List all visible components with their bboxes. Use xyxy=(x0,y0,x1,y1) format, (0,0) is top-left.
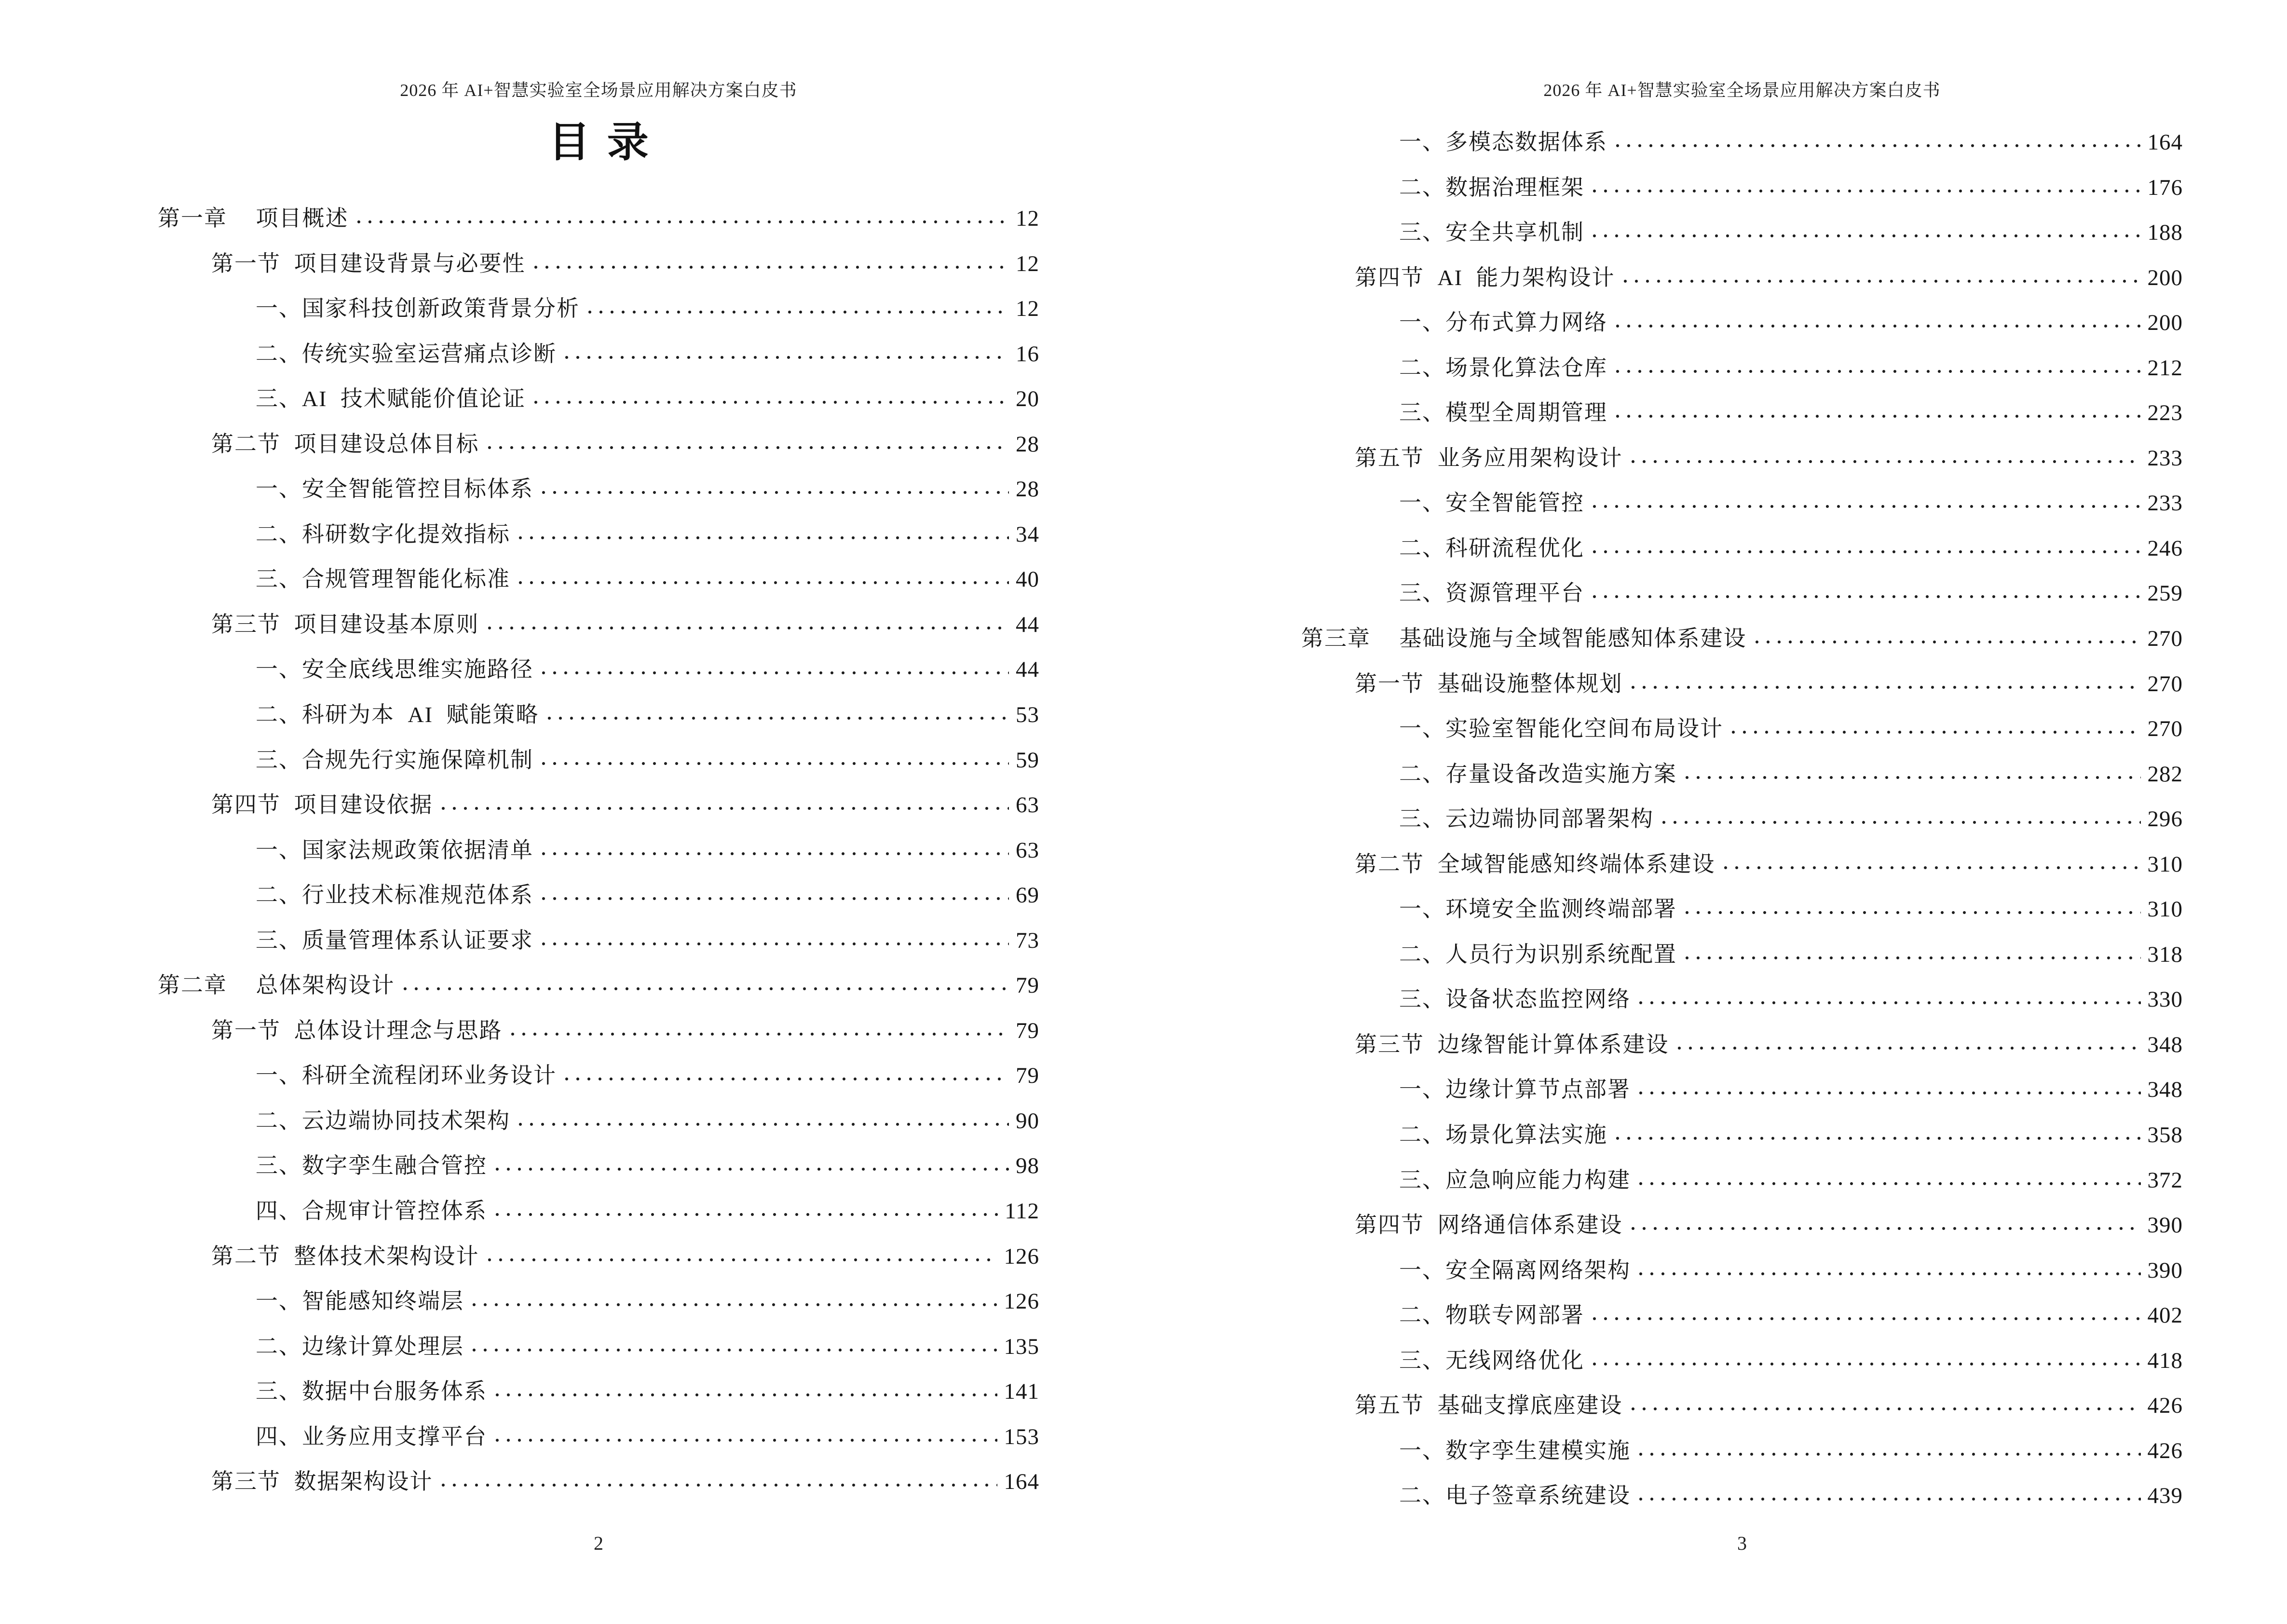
dot-leader xyxy=(538,896,1009,902)
toc-entry[interactable] xyxy=(158,602,1039,647)
toc-entry-label: 四、业务应用支撑平台 xyxy=(256,1424,487,1449)
page-number: 223 xyxy=(2147,400,2183,426)
toc-entry[interactable] xyxy=(158,1098,1039,1144)
page-number: 246 xyxy=(2147,535,2183,561)
toc-entry[interactable] xyxy=(1301,165,2183,210)
toc-entry[interactable] xyxy=(158,1188,1039,1234)
toc-entry-label: 一、环境安全监测终端部署 xyxy=(1399,897,1677,922)
dot-leader xyxy=(1635,1181,2141,1187)
toc-entry-label: 一、国家科技创新政策背景分析 xyxy=(256,296,580,321)
toc-entry[interactable] xyxy=(1301,1383,2183,1428)
page-number: 372 xyxy=(2147,1167,2183,1193)
toc-entry-label: 第二节 项目建设总体目标 xyxy=(211,431,479,456)
dot-leader xyxy=(1589,549,2141,556)
toc-entry[interactable] xyxy=(1301,751,2183,797)
page-number: 348 xyxy=(2147,1032,2183,1057)
toc-entry[interactable] xyxy=(1301,571,2183,616)
toc-entry-label: 三、模型全周期管理 xyxy=(1399,400,1607,425)
page-number: 270 xyxy=(2147,716,2183,742)
page-number: 44 xyxy=(1016,612,1039,637)
toc-entry-label: 第三章 基础设施与全域智能感知体系建设 xyxy=(1301,626,1747,651)
page-number: 53 xyxy=(1016,702,1039,728)
toc-entry-label: 第五节 业务应用架构设计 xyxy=(1355,445,1623,470)
toc-entry[interactable] xyxy=(158,241,1039,287)
toc-entry[interactable] xyxy=(158,331,1039,377)
toc-entry[interactable] xyxy=(1301,1338,2183,1383)
toc-entry-label: 第三节 项目建设基本原则 xyxy=(211,612,479,637)
toc-entry[interactable] xyxy=(158,196,1039,241)
page-number: 79 xyxy=(1016,1063,1039,1089)
page-number: 330 xyxy=(2147,987,2183,1012)
dot-leader xyxy=(484,1257,997,1264)
toc-entry-label: 二、传统实验室运营痛点诊断 xyxy=(256,341,557,366)
dot-leader xyxy=(531,264,1009,271)
toc-entry-label: 第二节 全域智能感知终端体系建设 xyxy=(1355,851,1715,876)
page-number: 310 xyxy=(2147,851,2183,877)
toc-entry[interactable] xyxy=(158,376,1039,422)
toc-entry[interactable] xyxy=(158,782,1039,828)
dot-leader xyxy=(531,399,1009,406)
dot-leader xyxy=(1628,1406,2141,1413)
dot-leader xyxy=(1674,1045,2141,1052)
toc-entry-label: 一、安全隔离网络架构 xyxy=(1399,1257,1631,1283)
toc-entry-label: 二、科研为本 AI 赋能策略 xyxy=(256,702,539,727)
dot-leader xyxy=(1589,188,2141,195)
toc-entry[interactable] xyxy=(1301,706,2183,751)
toc-entry[interactable] xyxy=(158,1143,1039,1188)
page-number: 188 xyxy=(2147,220,2183,246)
toc-entry[interactable] xyxy=(1301,796,2183,842)
toc-entry[interactable] xyxy=(158,1369,1039,1414)
dot-leader xyxy=(1635,1090,2141,1097)
toc-entry-label: 二、电子签章系统建设 xyxy=(1399,1483,1631,1508)
toc-entry-label: 第一章 项目概述 xyxy=(158,206,349,231)
toc-entry-label: 一、数字孪生建模实施 xyxy=(1399,1438,1631,1463)
dot-leader xyxy=(515,535,1009,542)
page-number: 318 xyxy=(2147,942,2183,967)
page-number: 270 xyxy=(2147,671,2183,696)
toc-entry[interactable] xyxy=(158,1279,1039,1324)
page-number: 16 xyxy=(1016,341,1039,367)
toc-entry-label: 一、智能感知终端层 xyxy=(256,1289,464,1314)
dot-leader xyxy=(1628,684,2141,691)
toc-entry[interactable] xyxy=(158,1459,1039,1504)
dot-leader xyxy=(1589,1361,2141,1368)
dot-leader xyxy=(1720,865,2141,872)
toc-entry-label: 三、应急响应能力构建 xyxy=(1399,1167,1631,1192)
page-number: 73 xyxy=(1016,928,1039,953)
dot-leader xyxy=(1589,594,2141,600)
toc-entry-label: 第五节 基础支撑底座建设 xyxy=(1355,1393,1623,1418)
page-number: 28 xyxy=(1016,431,1039,457)
dot-leader xyxy=(1635,1271,2141,1278)
toc-entry-label: 第二节 整体技术架构设计 xyxy=(211,1243,479,1269)
toc-entry[interactable] xyxy=(1301,1473,2183,1518)
toc-entry[interactable] xyxy=(1301,661,2183,707)
toc-entry-label: 第三节 数据架构设计 xyxy=(211,1469,433,1494)
toc-entry[interactable] xyxy=(158,557,1039,602)
toc-entry-label: 第一节 项目建设背景与必要性 xyxy=(211,251,526,276)
dot-leader xyxy=(400,986,1009,993)
page-number: 426 xyxy=(2147,1393,2183,1419)
toc-entry[interactable] xyxy=(1301,255,2183,300)
dot-leader xyxy=(1589,504,2141,510)
toc-entry-label: 二、边缘计算处理层 xyxy=(256,1334,464,1359)
toc-entry-label: 二、存量设备改造实施方案 xyxy=(1399,761,1677,786)
toc-entry-label: 三、数据中台服务体系 xyxy=(256,1379,487,1404)
page-number: 12 xyxy=(1016,206,1039,231)
page-number: 418 xyxy=(2147,1348,2183,1373)
toc-entry[interactable] xyxy=(1301,842,2183,887)
toc-entry-label: 二、科研流程优化 xyxy=(1399,535,1584,560)
toc-entry-label: 第一节 基础设施整体规划 xyxy=(1355,671,1623,696)
dot-leader xyxy=(469,1347,997,1354)
toc-entry[interactable] xyxy=(158,873,1039,918)
page-number: 259 xyxy=(2147,581,2183,606)
page-number: 390 xyxy=(2147,1257,2183,1283)
toc-entry[interactable] xyxy=(158,963,1039,1008)
toc-entry[interactable] xyxy=(1301,1158,2183,1203)
page-number: 135 xyxy=(1004,1334,1039,1359)
toc-entry[interactable] xyxy=(158,512,1039,557)
dot-leader xyxy=(544,715,1009,722)
page-number: 233 xyxy=(2147,491,2183,516)
toc-entry[interactable] xyxy=(1301,120,2183,165)
toc-entry[interactable] xyxy=(158,1324,1039,1369)
page-number: 79 xyxy=(1016,1018,1039,1043)
page-number: 200 xyxy=(2147,310,2183,336)
page-number: 176 xyxy=(2147,175,2183,200)
page-number: 270 xyxy=(2147,626,2183,652)
dot-leader xyxy=(538,490,1009,496)
toc-entry-label: 一、国家法规政策依据清单 xyxy=(256,837,533,862)
dot-leader xyxy=(1659,819,2141,826)
dot-leader xyxy=(492,1392,997,1399)
toc-entry[interactable] xyxy=(158,692,1039,737)
dot-leader xyxy=(561,1076,1009,1083)
dot-leader xyxy=(561,355,1009,361)
toc-entry-label: 二、物联专网部署 xyxy=(1399,1303,1584,1328)
dot-leader xyxy=(492,1212,998,1218)
toc-entry[interactable] xyxy=(158,1414,1039,1460)
toc-entry[interactable] xyxy=(158,286,1039,331)
dot-leader xyxy=(538,761,1009,767)
page-number: 63 xyxy=(1016,792,1039,818)
dot-leader xyxy=(538,941,1009,948)
dot-leader xyxy=(1612,323,2141,330)
page-number-footer: 2 xyxy=(594,1532,603,1554)
dot-leader xyxy=(1682,955,2141,962)
dot-leader xyxy=(585,309,1009,316)
toc-entry[interactable] xyxy=(1301,300,2183,345)
dot-leader xyxy=(1612,143,2141,150)
toc-entry-label: 三、云边端协同部署架构 xyxy=(1399,806,1654,832)
dot-leader xyxy=(492,1166,1009,1173)
toc-title: 目 录 xyxy=(548,119,649,165)
toc-entry-label: 三、资源管理平台 xyxy=(1399,581,1584,606)
page-header: 2026 年 AI+智慧实验室全场景应用解决方案白皮书 xyxy=(400,81,797,100)
dot-leader xyxy=(1612,368,2141,375)
page-number: 141 xyxy=(1004,1379,1039,1405)
dot-leader xyxy=(1635,1496,2141,1503)
page-number: 233 xyxy=(2147,445,2183,471)
page-number: 426 xyxy=(2147,1438,2183,1463)
toc-entry[interactable] xyxy=(1301,1248,2183,1293)
toc-entry[interactable] xyxy=(1301,526,2183,571)
toc-entry-label: 第一节 总体设计理念与思路 xyxy=(211,1018,503,1043)
toc-entry-label: 二、行业技术标准规范体系 xyxy=(256,883,533,908)
toc-entry-label: 三、质量管理体系认证要求 xyxy=(256,928,533,953)
page-number: 126 xyxy=(1004,1289,1039,1314)
toc-entry[interactable] xyxy=(1301,345,2183,391)
toc-entry[interactable] xyxy=(158,828,1039,873)
page-number: 358 xyxy=(2147,1122,2183,1148)
page-number: 282 xyxy=(2147,761,2183,787)
page-number: 12 xyxy=(1016,296,1039,322)
dot-leader xyxy=(484,445,1009,451)
toc-entry[interactable] xyxy=(158,466,1039,512)
toc-entry-label: 第四节 网络通信体系建设 xyxy=(1355,1213,1623,1238)
toc-entry-label: 三、合规先行实施保障机制 xyxy=(256,747,533,772)
toc-list-left xyxy=(158,196,1039,1504)
toc-entry[interactable] xyxy=(158,1008,1039,1053)
page-number: 296 xyxy=(2147,806,2183,832)
toc-entry-label: 一、安全底线思维实施路径 xyxy=(256,657,533,682)
dot-leader xyxy=(1620,278,2141,285)
dot-leader xyxy=(1628,459,2141,465)
page-number: 200 xyxy=(2147,265,2183,290)
dot-leader xyxy=(469,1302,997,1309)
page-header: 2026 年 AI+智慧实验室全场景应用解决方案白皮书 xyxy=(1543,81,1941,100)
dot-leader xyxy=(438,805,1009,812)
toc-entry-label: 二、人员行为识别系统配置 xyxy=(1399,942,1677,967)
page-number-footer: 3 xyxy=(1737,1532,1747,1554)
toc-entry[interactable] xyxy=(158,737,1039,783)
toc-entry[interactable] xyxy=(1301,1112,2183,1158)
toc-entry[interactable] xyxy=(1301,436,2183,481)
toc-entry[interactable] xyxy=(1301,1293,2183,1338)
toc-entry-label: 一、边缘计算节点部署 xyxy=(1399,1077,1631,1102)
page-number: 164 xyxy=(1004,1469,1039,1495)
toc-entry-label: 一、科研全流程闭环业务设计 xyxy=(256,1063,557,1088)
dot-leader xyxy=(515,580,1009,587)
dot-leader xyxy=(354,219,1009,226)
dot-leader xyxy=(438,1482,997,1489)
toc-entry-label: 一、实验室智能化空间布局设计 xyxy=(1399,716,1723,741)
page-number: 79 xyxy=(1016,973,1039,998)
page-number: 402 xyxy=(2147,1303,2183,1328)
toc-entry-label: 一、分布式算力网络 xyxy=(1399,310,1607,335)
page-number: 59 xyxy=(1016,747,1039,773)
dot-leader xyxy=(1682,775,2141,781)
dot-leader xyxy=(507,1031,1009,1038)
page-number: 44 xyxy=(1016,657,1039,682)
page-number: 390 xyxy=(2147,1213,2183,1238)
dot-leader xyxy=(1752,639,2141,646)
page-number: 164 xyxy=(2147,130,2183,155)
toc-entry-label: 三、设备状态监控网络 xyxy=(1399,987,1631,1012)
toc-entry[interactable] xyxy=(1301,887,2183,932)
toc-entry[interactable] xyxy=(1301,1022,2183,1067)
page-number: 348 xyxy=(2147,1077,2183,1103)
toc-entry[interactable] xyxy=(158,918,1039,963)
page-number: 63 xyxy=(1016,837,1039,863)
toc-entry[interactable] xyxy=(1301,1067,2183,1112)
toc-entry-label: 三、合规管理智能化标准 xyxy=(256,567,510,592)
dot-leader xyxy=(538,851,1009,858)
dot-leader xyxy=(1635,1000,2141,1007)
toc-entry-label: 三、安全共享机制 xyxy=(1399,220,1584,245)
toc-entry[interactable] xyxy=(1301,1202,2183,1248)
toc-entry-label: 四、合规审计管控体系 xyxy=(256,1199,487,1224)
page-number: 439 xyxy=(2147,1483,2183,1509)
page-number: 126 xyxy=(1004,1243,1039,1269)
dot-leader xyxy=(1628,1226,2141,1232)
toc-entry-label: 一、安全智能管控 xyxy=(1399,491,1584,516)
toc-entry-label: 第四节 项目建设依据 xyxy=(211,792,433,818)
dot-leader xyxy=(1612,413,2141,420)
toc-entry[interactable] xyxy=(1301,616,2183,661)
page-3 xyxy=(1144,0,2287,1624)
dot-leader xyxy=(484,625,1009,632)
page-number: 112 xyxy=(1005,1199,1039,1224)
toc-entry-label: 一、安全智能管控目标体系 xyxy=(256,477,533,502)
page-number: 34 xyxy=(1016,521,1039,547)
page-number: 212 xyxy=(2147,355,2183,381)
page-number: 40 xyxy=(1016,567,1039,592)
toc-entry-label: 二、科研数字化提效指标 xyxy=(256,521,510,546)
dot-leader xyxy=(1682,910,2141,916)
toc-entry[interactable] xyxy=(1301,977,2183,1022)
dot-leader xyxy=(515,1121,1009,1128)
toc-entry-label: 一、多模态数据体系 xyxy=(1399,130,1607,154)
page-number: 28 xyxy=(1016,477,1039,502)
page-number: 90 xyxy=(1016,1108,1039,1133)
toc-entry-label: 二、场景化算法仓库 xyxy=(1399,355,1607,380)
toc-entry[interactable] xyxy=(158,1234,1039,1279)
dot-leader xyxy=(538,670,1009,677)
page-number: 20 xyxy=(1016,386,1039,412)
dot-leader xyxy=(1635,1451,2141,1458)
toc-entry-label: 二、云边端协同技术架构 xyxy=(256,1108,510,1133)
toc-entry-label: 第四节 AI 能力架构设计 xyxy=(1355,265,1615,290)
toc-entry[interactable] xyxy=(1301,480,2183,526)
toc-entry-label: 三、无线网络优化 xyxy=(1399,1348,1584,1373)
toc-entry[interactable] xyxy=(158,422,1039,467)
page-number: 310 xyxy=(2147,897,2183,922)
dot-leader xyxy=(1728,729,2141,736)
page-number: 98 xyxy=(1016,1153,1039,1179)
toc-entry[interactable] xyxy=(1301,932,2183,977)
toc-list-right xyxy=(1301,120,2183,1518)
page-number: 12 xyxy=(1016,251,1039,276)
dot-leader xyxy=(492,1437,997,1444)
toc-entry-label: 第二章 总体架构设计 xyxy=(158,973,395,998)
toc-entry[interactable] xyxy=(1301,210,2183,255)
toc-entry[interactable] xyxy=(1301,1428,2183,1474)
toc-entry-label: 三、数字孪生融合管控 xyxy=(256,1153,487,1178)
dot-leader xyxy=(1589,1316,2141,1323)
toc-entry-label: 三、AI 技术赋能价值论证 xyxy=(256,386,526,411)
page-number: 153 xyxy=(1004,1424,1039,1449)
toc-entry-label: 二、数据治理框架 xyxy=(1399,175,1584,200)
toc-entry[interactable] xyxy=(158,647,1039,692)
toc-entry-label: 二、场景化算法实施 xyxy=(1399,1122,1607,1147)
toc-entry[interactable] xyxy=(158,1053,1039,1098)
dot-leader xyxy=(1612,1135,2141,1142)
toc-entry[interactable] xyxy=(1301,390,2183,436)
toc-entry-label: 第三节 边缘智能计算体系建设 xyxy=(1355,1032,1669,1057)
page-number: 69 xyxy=(1016,883,1039,908)
dot-leader xyxy=(1589,233,2141,240)
